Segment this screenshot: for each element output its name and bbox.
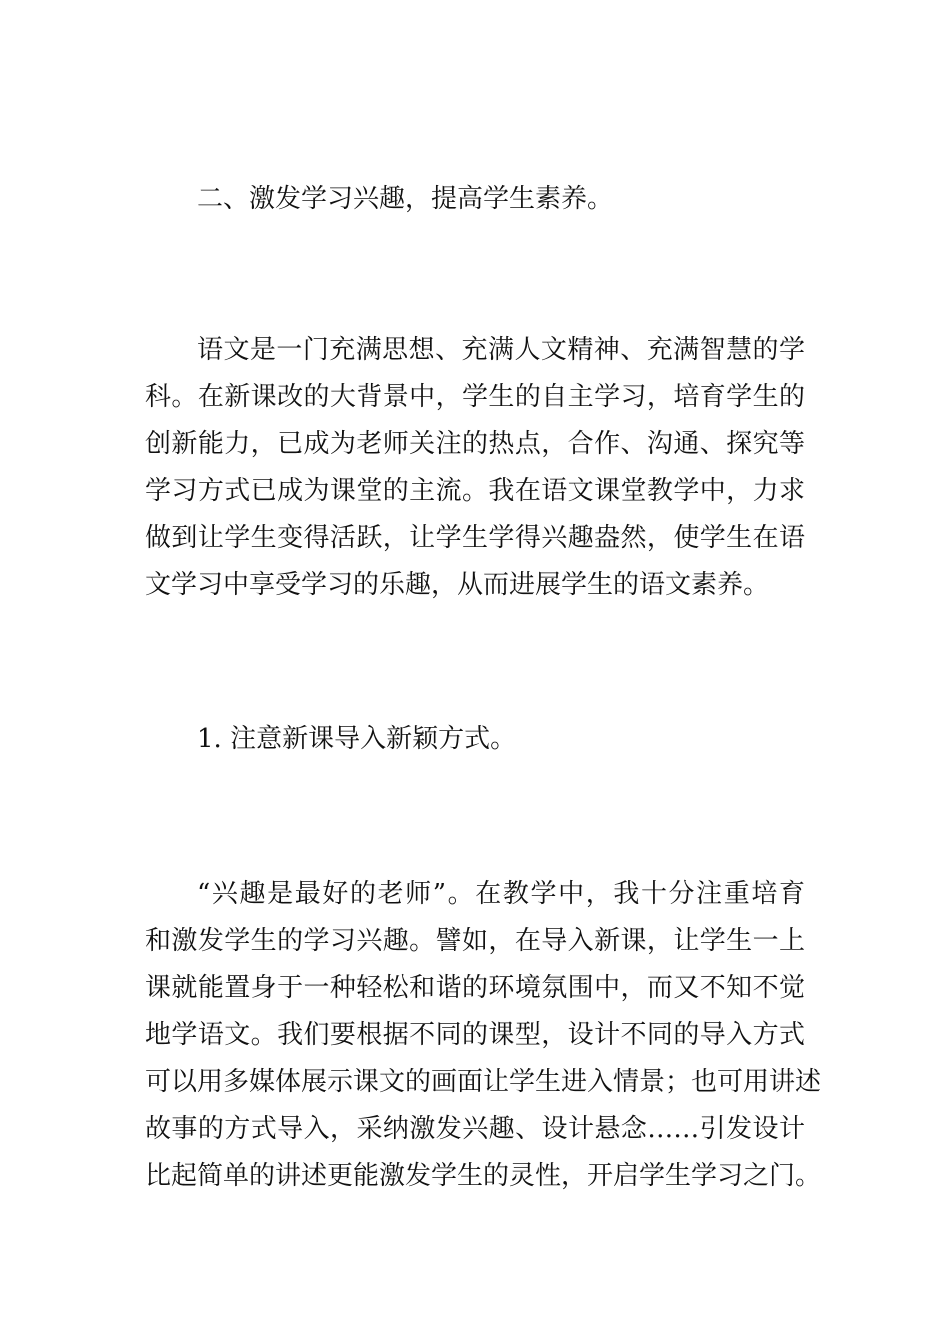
paragraph-line: 做到让学生变得活跃，让学生学得兴趣盎然，使学生在语 (145, 523, 805, 553)
section-heading: 二、激发学习兴趣，提高学生素养。 (197, 184, 614, 214)
intro-paragraph (145, 327, 805, 609)
paragraph-line: 故事的方式导入，采纳激发兴趣、设计悬念……引发设计 (145, 1114, 805, 1144)
paragraph-line: 可以用多媒体展示课文的画面让学生进入情景；也可用讲述 (145, 1067, 822, 1097)
paragraph-line: 和激发学生的学习兴趣。譬如，在导入新课，让学生一上 (145, 926, 805, 956)
paragraph-line: 学习方式已成为课堂的主流。我在语文课堂教学中，力求 (145, 476, 805, 506)
subsection-heading: 1. 注意新课导入新颖方式。 (197, 724, 517, 754)
paragraph-line: 语文是一门充满思想、充满人文精神、充满智慧的学 (197, 335, 805, 365)
paragraph-line: 比起简单的讲述更能激发学生的灵性，开启学生学习之门。 (145, 1161, 822, 1191)
body-paragraph (145, 871, 822, 1200)
paragraph-line: 文学习中享受学习的乐趣，从而进展学生的语文素养。 (145, 570, 770, 600)
paragraph-line: 创新能力，已成为老师关注的热点，合作、沟通、探究等 (145, 429, 805, 459)
paragraph-line: 科。在新课改的大背景中，学生的自主学习，培育学生的 (145, 382, 805, 412)
paragraph-line: “兴趣是最好的老师”。在教学中，我十分注重培育 (197, 879, 805, 909)
paragraph-line: 地学语文。我们要根据不同的课型，设计不同的导入方式 (145, 1020, 805, 1050)
paragraph-line: 课就能置身于一种轻松和谐的环境氛围中，而又不知不觉 (145, 973, 805, 1003)
